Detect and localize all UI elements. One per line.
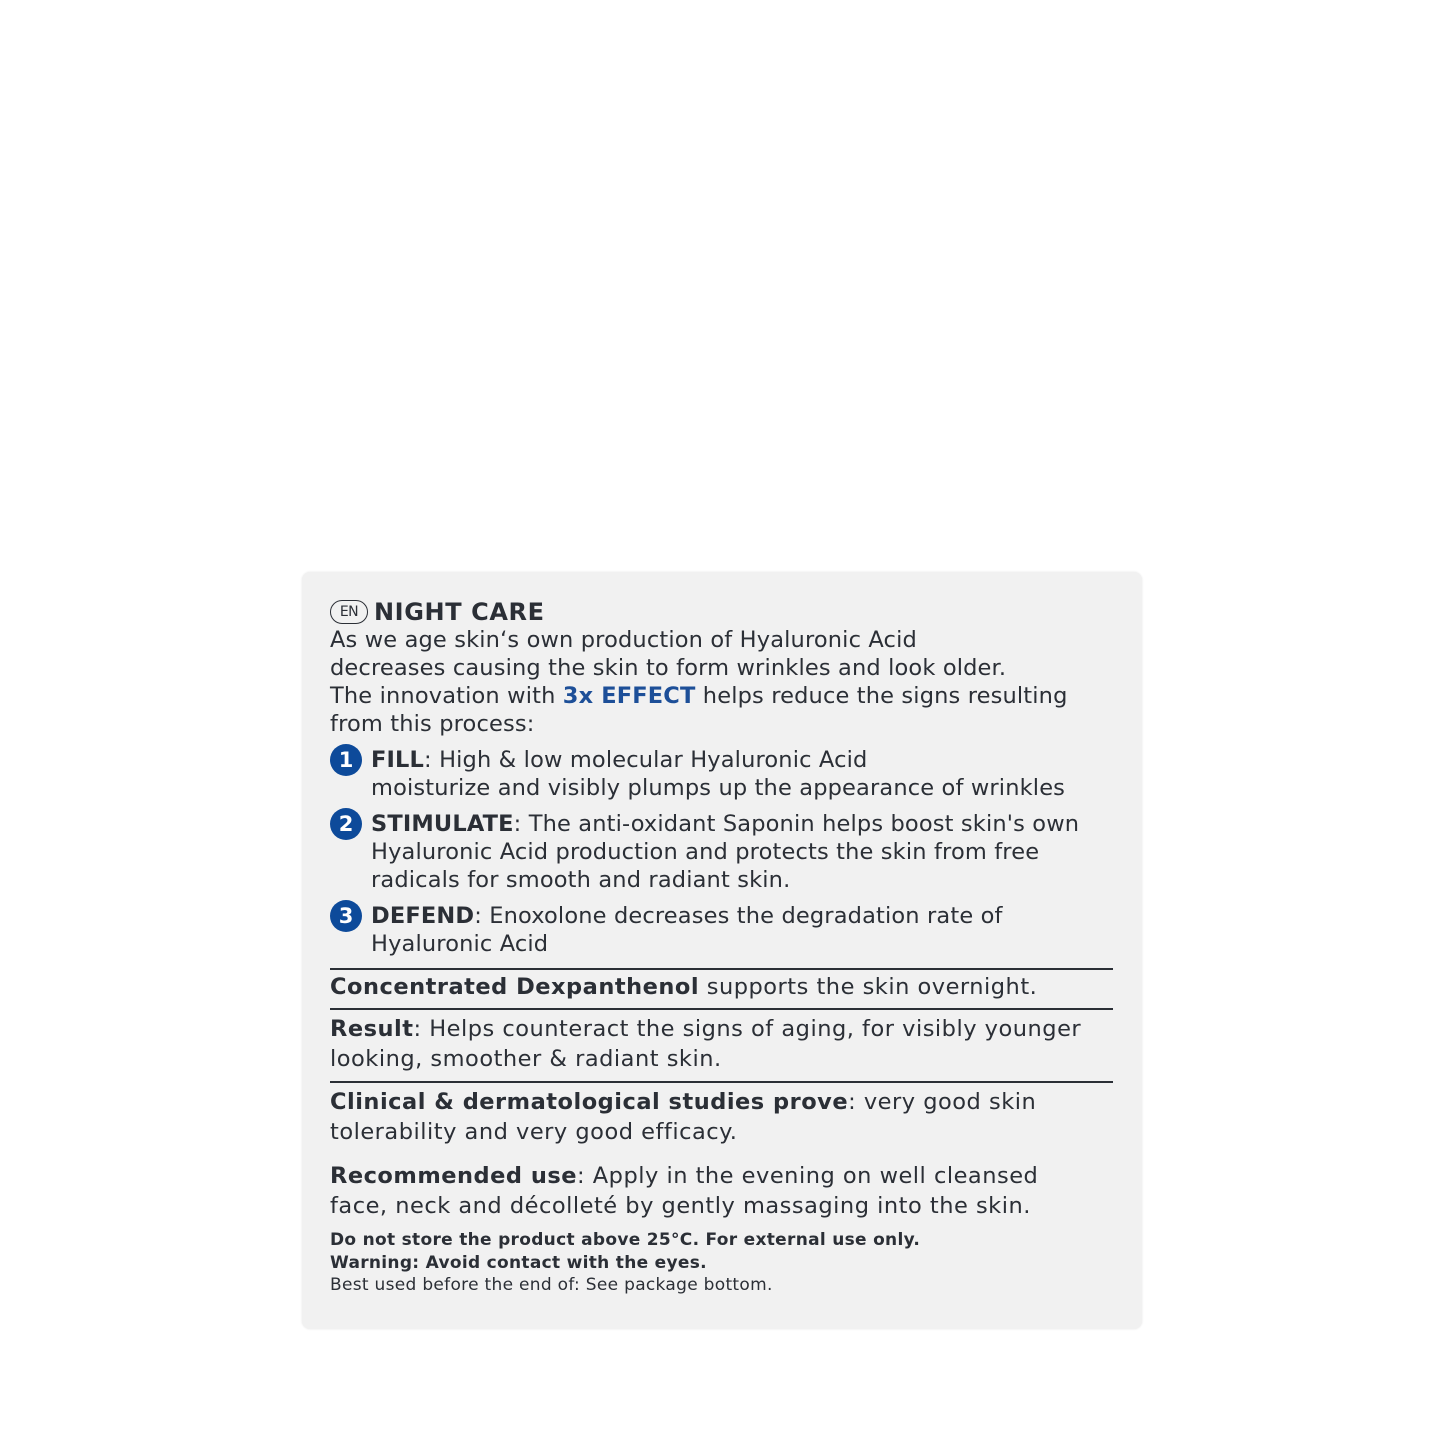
intro-line: As we age skin‘s own production of Hyaluronic Acid — [330, 627, 917, 653]
step-desc: Hyaluronic Acid production and protects the skin from free — [371, 839, 1040, 865]
language-badge: EN — [330, 600, 368, 624]
step-desc: : The anti-oxidant Saponin helps boost skin's own — [513, 811, 1080, 837]
intro-line — [330, 682, 1113, 710]
step-item — [330, 810, 1113, 894]
intro-text: helps reduce the signs resulting — [695, 683, 1068, 709]
step-heading: STIMULATE — [371, 811, 514, 837]
divider — [330, 1008, 1113, 1010]
result-bold: Result — [330, 1016, 414, 1042]
step-desc: : High & low molecular Hyaluronic Acid — [424, 747, 868, 773]
step-text — [371, 810, 1079, 894]
effect-highlight: 3x EFFECT — [562, 683, 696, 709]
product-label-panel — [302, 572, 1142, 1329]
clinical-bold: Clinical & dermatological studies prove — [330, 1089, 849, 1115]
result-text: : Helps counteract the signs of aging, for visibly younger — [413, 1016, 1082, 1042]
label-title: NIGHT CARE — [374, 598, 545, 626]
recommended-bold: Recommended use — [330, 1163, 578, 1189]
step-desc: : Enoxolone decreases the degradation rate of — [474, 903, 1003, 929]
step-desc: radicals for smooth and radiant skin. — [371, 867, 791, 893]
recommended-text: : Apply in the evening on well cleansed — [577, 1163, 1039, 1189]
result-section — [330, 1014, 1113, 1074]
step-number-badge: 1 — [330, 744, 362, 776]
step-heading: DEFEND — [371, 903, 475, 929]
step-number-badge: 3 — [330, 900, 362, 932]
title-row — [330, 597, 1113, 627]
intro-text: The innovation with — [330, 683, 563, 709]
recommended-section — [330, 1161, 1113, 1221]
intro-paragraph — [330, 626, 1113, 738]
step-desc: moisturize and visibly plumps up the appearance of wrinkles — [371, 775, 1066, 801]
clinical-text: : very good skin — [848, 1089, 1037, 1115]
dexpanthenol-section — [330, 972, 1113, 1002]
divider — [330, 1081, 1113, 1083]
steps-list — [330, 746, 1113, 958]
step-number-badge: 2 — [330, 808, 362, 840]
label-content — [330, 597, 1113, 1297]
result-text: looking, smoother & radiant skin. — [330, 1046, 722, 1072]
step-text — [371, 746, 1065, 802]
intro-line: from this process: — [330, 711, 535, 737]
divider — [330, 968, 1113, 970]
intro-line: decreases causing the skin to form wrinkles and look older. — [330, 655, 1007, 681]
best-before-note: Best used before the end of: See package bottom. — [330, 1275, 773, 1295]
dexpanthenol-text: supports the skin overnight. — [699, 974, 1038, 1000]
dexpanthenol-bold: Concentrated Dexpanthenol — [330, 974, 700, 1000]
storage-note: Do not store the product above 25°C. For external use only. — [330, 1230, 921, 1250]
recommended-text: face, neck and décolleté by gently massaging into the skin. — [330, 1193, 1031, 1219]
step-item — [330, 746, 1113, 802]
clinical-section — [330, 1087, 1113, 1147]
step-item — [330, 902, 1113, 958]
step-heading: FILL — [371, 747, 425, 773]
warning-note: Warning: Avoid contact with the eyes. — [330, 1252, 707, 1273]
step-desc: Hyaluronic Acid — [371, 931, 549, 957]
clinical-text: tolerability and very good efficacy. — [330, 1119, 738, 1145]
step-text — [371, 902, 1003, 958]
fine-print — [330, 1229, 1113, 1297]
